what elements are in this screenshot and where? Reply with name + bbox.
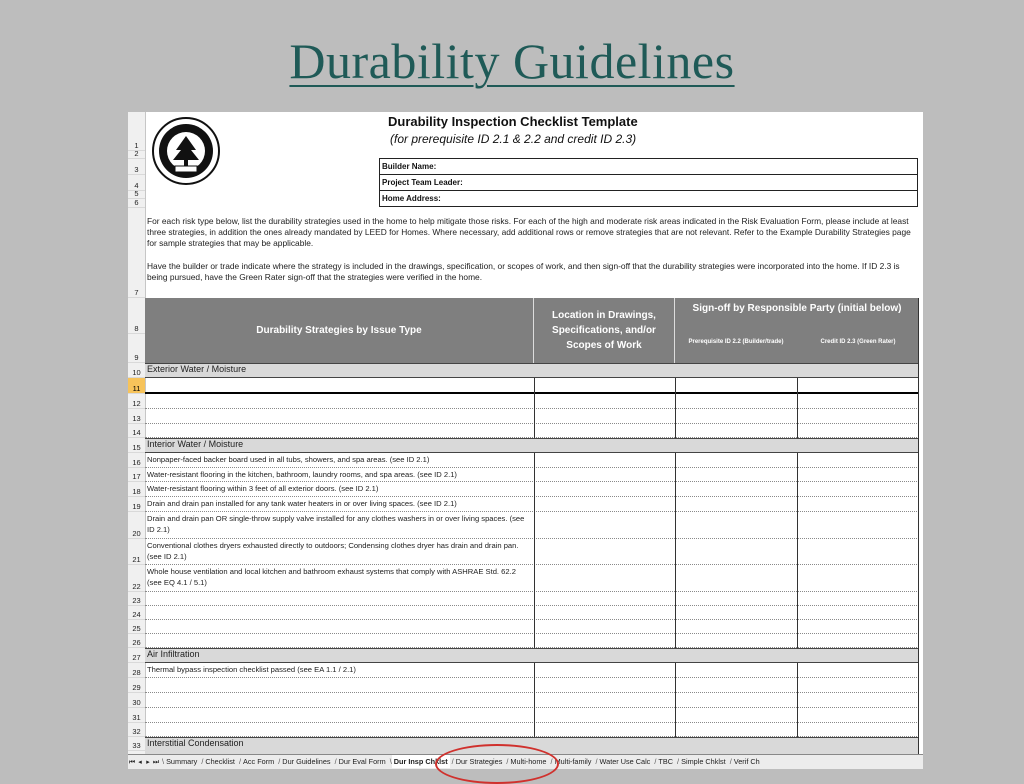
row-header[interactable]: 19 — [128, 497, 145, 512]
column-divider — [534, 378, 535, 438]
sheet-tab-multi-family[interactable]: Multi-family — [554, 757, 592, 766]
row-header[interactable]: 27 — [128, 648, 145, 663]
column-header-location: Location in Drawings, Specifications, and/or Scopes of Work — [534, 298, 675, 363]
table-row[interactable] — [145, 708, 919, 723]
table-row[interactable] — [145, 592, 919, 606]
table-row[interactable] — [145, 663, 919, 678]
sheet-tab-verif-ch[interactable]: Verif Ch — [733, 757, 760, 766]
checklist-subtitle: (for prerequisite ID 2.1 & 2.2 and credit ID 2.3) — [390, 132, 637, 146]
row-header[interactable]: 12 — [128, 394, 145, 409]
table-row[interactable] — [145, 409, 919, 424]
row-header[interactable]: 21 — [128, 539, 145, 565]
checklist-column-headers — [145, 298, 919, 363]
table-row[interactable] — [145, 539, 919, 565]
builder-name-field[interactable]: Builder Name: — [380, 159, 917, 175]
row-header[interactable]: 23 — [128, 592, 145, 606]
usgbc-logo-icon — [151, 116, 221, 186]
row-header[interactable]: 2 — [128, 151, 145, 159]
next-sheet-icon[interactable]: ▸ — [146, 759, 150, 766]
row-header[interactable]: 15 — [128, 438, 145, 453]
section-row-air-infiltration — [145, 648, 919, 663]
table-row[interactable] — [145, 424, 919, 438]
sheet-tab-dur-insp-chklst[interactable]: Dur Insp Chklst — [393, 757, 448, 766]
slide-title: Durability Guidelines — [289, 33, 735, 89]
strategy-cell[interactable]: Conventional clothes dryers exhausted directly to outdoors; Condensing clothes dryer has drain and drain pan. (see ID 2.1) — [147, 541, 519, 561]
strategy-cell[interactable]: Whole house ventilation and local kitchen and bathroom exhaust systems that comply with ASHRAE Std. 62.2 (see EQ 4.1 / 5.1) — [147, 567, 516, 587]
first-sheet-icon[interactable]: ⏮ — [128, 759, 136, 766]
table-row[interactable] — [145, 512, 919, 539]
strategy-cell[interactable]: Thermal bypass inspection checklist passed (see EA 1.1 / 2.1) — [147, 665, 356, 674]
strategy-cell[interactable]: Drain and drain pan installed for any tank water heaters in or over living spaces. (see ID 2.1) — [147, 499, 457, 508]
strategy-cell[interactable]: Water-resistant flooring within 3 feet of all exterior doors. (see ID 2.1) — [147, 484, 379, 493]
column-header-credit: Credit ID 2.3 (Green Rater) — [820, 339, 896, 345]
column-divider — [797, 378, 798, 438]
section-label: Air Infiltration — [147, 649, 200, 659]
row-header[interactable]: 1 — [128, 140, 145, 151]
sheet-tab-dur-strategies[interactable]: Dur Strategies — [455, 757, 503, 766]
sheet-tab-bar: ⏮ ◂ ▸ ⏭ \ Summary / Checklist / Acc Form / Dur Guidelines / Dur Eval Form \ Dur Insp Chklst / Dur Strategies / Multi-home / Multi-family / Water Use Calc / TBC / Simple Chklst / Verif Ch — [128, 754, 923, 769]
row-header[interactable]: 31 — [128, 708, 145, 723]
row-header[interactable]: 18 — [128, 482, 145, 497]
column-header-strategies: Durability Strategies by Issue Type — [145, 298, 534, 363]
table-row[interactable] — [145, 678, 919, 693]
row-header[interactable]: 6 — [128, 199, 145, 208]
section-label: Interior Water / Moisture — [147, 439, 244, 449]
table-row[interactable] — [145, 634, 919, 648]
last-sheet-icon[interactable]: ⏭ — [152, 759, 160, 766]
project-info-box — [379, 158, 918, 207]
table-row[interactable] — [145, 606, 919, 620]
section-label: Exterior Water / Moisture — [147, 364, 247, 374]
row-header[interactable]: 28 — [128, 663, 145, 678]
table-row[interactable] — [145, 468, 919, 482]
sheet-tab-simple-chklst[interactable]: Simple Chklst — [681, 757, 726, 766]
row-header[interactable]: 17 — [128, 468, 145, 482]
row-headers — [128, 112, 146, 756]
row-header[interactable]: 4 — [128, 175, 145, 191]
table-right-border — [918, 298, 919, 756]
row-header[interactable]: 16 — [128, 453, 145, 468]
column-divider — [797, 453, 798, 648]
instructions-paragraph-2: Have the builder or trade indicate where the strategy is included in the drawings, specification, or scopes of work, and then sign-off that the durability strategies were incorporated into the home. If ID 2.3 is being pursued, have the Green Rater sign-off that the strategies were verified in the home. — [147, 261, 900, 282]
column-divider — [797, 663, 798, 737]
strategy-cell[interactable]: Nonpaper-faced backer board used in all tubs, showers, and spa areas. (see ID 2.1) — [147, 455, 430, 464]
row-header[interactable]: 10 — [128, 363, 145, 378]
row-header-active[interactable]: 11 — [128, 378, 145, 394]
sheet-tab-water-use-calc[interactable]: Water Use Calc — [599, 757, 651, 766]
section-row-exterior — [145, 363, 919, 378]
strategy-cell[interactable]: Drain and drain pan OR single-throw supply valve installed for any clothes washers in or over living spaces. (see ID 2.1) — [147, 514, 525, 534]
column-divider — [675, 453, 676, 648]
row-header[interactable]: 13 — [128, 409, 145, 424]
table-row[interactable] — [145, 453, 919, 468]
column-header-signoff: Sign-off by Responsible Party (initial below) — [692, 303, 902, 314]
column-divider — [675, 663, 676, 737]
column-divider — [534, 453, 535, 648]
column-divider — [675, 378, 676, 438]
table-row[interactable] — [145, 620, 919, 634]
row-header[interactable]: 9 — [128, 334, 145, 363]
section-row-interior — [145, 438, 919, 453]
row-header[interactable]: 29 — [128, 678, 145, 693]
row-header[interactable]: 8 — [128, 298, 145, 334]
prev-sheet-icon[interactable]: ◂ — [138, 759, 142, 766]
row-header[interactable]: 22 — [128, 565, 145, 592]
row-header[interactable]: 3 — [128, 159, 145, 175]
sheet-tab-tbc[interactable]: TBC — [658, 757, 674, 766]
sheet-tab-dur-eval-form[interactable]: Dur Eval Form — [338, 757, 386, 766]
table-row[interactable] — [145, 693, 919, 708]
project-team-leader-field[interactable]: Project Team Leader: — [380, 175, 917, 191]
sheet-tab-acc-form[interactable]: Acc Form — [243, 757, 275, 766]
sheet-tab-summary[interactable]: Summary — [166, 757, 198, 766]
instructions-text — [147, 216, 917, 295]
table-row[interactable] — [145, 394, 919, 409]
row-header[interactable]: 25 — [128, 620, 145, 634]
sheet-tab-checklist[interactable]: Checklist — [205, 757, 235, 766]
row-header[interactable]: 26 — [128, 634, 145, 648]
checklist-title: Durability Inspection Checklist Template — [388, 114, 638, 129]
sheet-tab-multi-home[interactable]: Multi-home — [510, 757, 547, 766]
instructions-paragraph-1: For each risk type below, list the durability strategies used in the home to help mitigate those risks. For each of the high and moderate risk areas indicated in the Risk Evaluation Form, please include at least three strategies, in addition the ones already mandated by LEED for Homes. Where necessary, add additional rows or remove strategies that are not relevant. Refer to the Example Durability Strategies page for sample strategies that may be applicable. — [147, 216, 911, 248]
sheet-tab-dur-guidelines[interactable]: Dur Guidelines — [282, 757, 331, 766]
table-row[interactable] — [145, 723, 919, 737]
table-row[interactable] — [145, 482, 919, 497]
spreadsheet-sheet[interactable] — [128, 112, 923, 756]
table-row[interactable] — [145, 497, 919, 512]
row-header[interactable]: 30 — [128, 693, 145, 708]
column-divider — [534, 663, 535, 737]
row-header[interactable]: 20 — [128, 512, 145, 539]
row-header[interactable]: 7 — [128, 208, 145, 298]
row-header[interactable]: 33 — [128, 737, 145, 751]
column-header-prerequisite: Prerequisite ID 2.2 (Builder/trade) — [688, 339, 784, 345]
column-header-signoff-group — [675, 298, 919, 363]
table-row-selected[interactable] — [145, 378, 919, 394]
home-address-field[interactable]: Home Address: — [382, 194, 441, 203]
row-header[interactable]: 14 — [128, 424, 145, 438]
row-header[interactable]: 24 — [128, 606, 145, 620]
strategy-cell[interactable]: Water-resistant flooring in the kitchen, bathroom, laundry rooms, and spa areas. (see ID 2.1) — [147, 470, 457, 479]
table-row[interactable] — [145, 565, 919, 592]
row-header[interactable]: 5 — [128, 191, 145, 199]
section-label: Interstitial Condensation — [147, 738, 244, 748]
row-header[interactable]: 32 — [128, 723, 145, 737]
